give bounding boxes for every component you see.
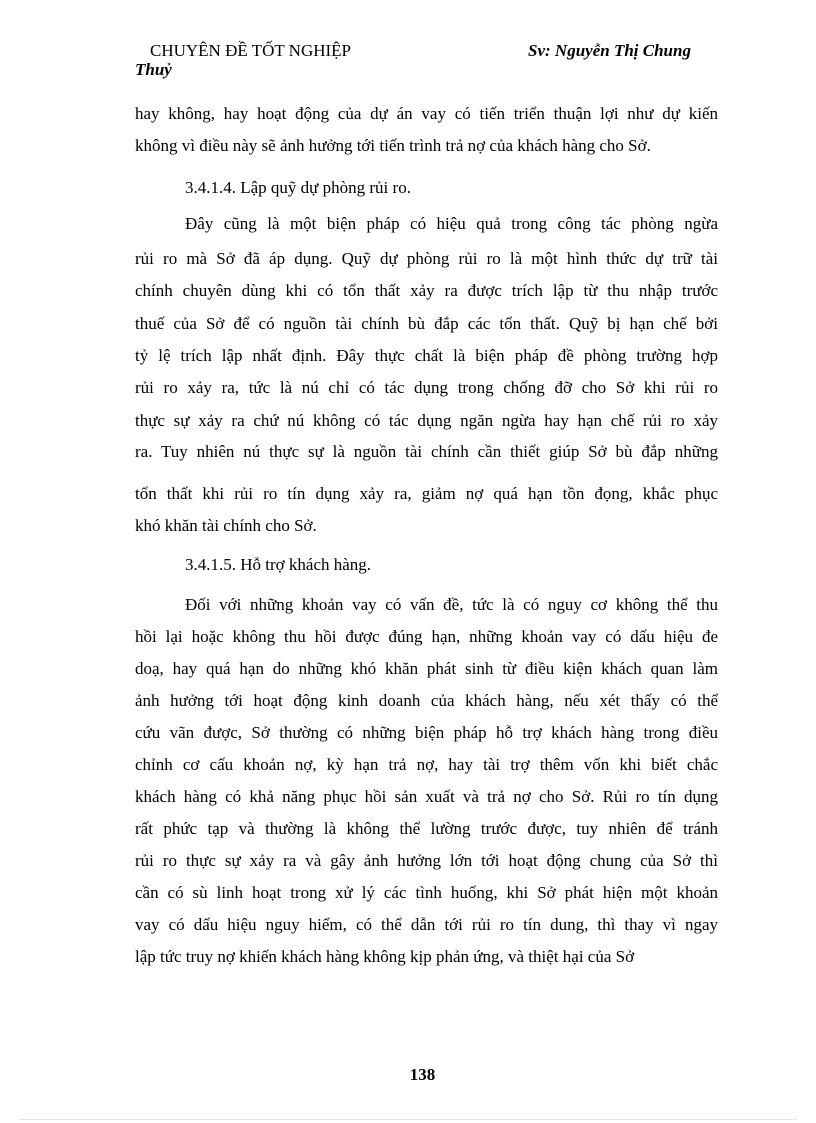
section-heading: 3.4.1.4. Lập quỹ dự phòng rủi ro. bbox=[185, 178, 411, 197]
text-line: không vì điều này sẽ ảnh hưởng tới tiến trình trả nợ của khách hàng cho Sở. bbox=[135, 136, 651, 155]
text-line: tỷ lệ trích lập nhất định. Đây thực chất là biện pháp đề phòng trường hợp bbox=[135, 346, 718, 365]
text-line: ảnh hưởng tới hoạt động kinh doanh của khách hàng, nếu xét thấy có thể bbox=[135, 691, 718, 710]
text-line: chính chuyên dùng khi có tổn thất xảy ra được trích lập từ thu nhập trước bbox=[135, 281, 718, 300]
text-line: lập tức truy nợ khiến khách hàng không kịp phản ứng, và thiệt hại của Sở bbox=[135, 947, 635, 966]
footer-divider bbox=[20, 1119, 796, 1120]
text-line: hay không, hay hoạt động của dự án vay có tiến triển thuận lợi như dự kiến bbox=[135, 104, 718, 123]
text-line: rủi ro mà Sở đã áp dụng. Quỹ dự phòng rủi ro là một hình thức dự trữ tài bbox=[135, 249, 718, 268]
text-line: rất phức tạp và thường là không thể lường trước được, tuy nhiên để tránh bbox=[135, 819, 718, 838]
text-line: cứu vãn được, Sở thường có những biện pháp hỗ trợ khách hàng trong điều bbox=[135, 723, 718, 742]
text-line: rủi ro xảy ra, tức là nú chỉ có tác dụng trong chống đỡ cho Sở khi rủi ro bbox=[135, 378, 718, 397]
text-line: cần có sù linh hoạt trong xử lý các tình huống, khi Sở phát hiện một khoản bbox=[135, 883, 718, 902]
text-line: doạ, hay quá hạn do những khó khăn phát sinh từ điều kiện khách quan làm bbox=[135, 659, 718, 678]
text-line: chỉnh cơ cấu khoản nợ, kỳ hạn trả nợ, hay tài trợ thêm vốn khi biết chắc bbox=[135, 755, 718, 774]
text-line: thuế của Sở để có nguồn tài chính bù đắp các tổn thất. Quỹ bị hạn chế bởi bbox=[135, 314, 718, 333]
text-line: hồi lại hoặc không thu hồi được đúng hạn, những khoản vay có dấu hiệu đe bbox=[135, 627, 718, 646]
section-heading: 3.4.1.5. Hỗ trợ khách hàng. bbox=[185, 555, 372, 574]
text-line: tổn thất khi rủi ro tín dụng xảy ra, giảm nợ quá hạn tồn đọng, khắc phục bbox=[135, 484, 718, 503]
text-line: khách hàng có khả năng phục hồi sản xuất và trả nợ cho Sở. Rủi ro tín dụng bbox=[135, 787, 718, 806]
header-title: CHUYÊN ĐỀ TỐT NGHIỆP bbox=[150, 41, 352, 60]
text-line: Đây cũng là một biện pháp có hiệu quả trong công tác phòng ngừa bbox=[185, 214, 718, 233]
text-line: rủi ro thực sự xảy ra và gây ảnh hưởng lớn tới hoạt động chung của Sở thì bbox=[135, 851, 718, 870]
text-line: khó khăn tài chính cho Sở. bbox=[135, 516, 317, 535]
page-number: 138 bbox=[409, 1065, 436, 1084]
header-author: Sv: Nguyễn Thị Chung bbox=[528, 41, 691, 60]
text-line: vay có dấu hiệu nguy hiểm, có thể dẫn tới rủi ro tín dung, thì thay vì ngay bbox=[135, 915, 718, 934]
text-line: thực sự xảy ra chứ nú không có tác dụng ngăn ngừa hay hạn chế rủi ro xảy bbox=[135, 411, 718, 430]
header-author-continued: Thuỷ bbox=[135, 60, 172, 79]
text-line: ra. Tuy nhiên nú thực sự là nguồn tài chính cần thiết giúp Sở bù đắp những bbox=[135, 442, 718, 461]
text-line: Đối với những khoản vay có vấn đề, tức là có nguy cơ không thể thu bbox=[185, 595, 718, 614]
